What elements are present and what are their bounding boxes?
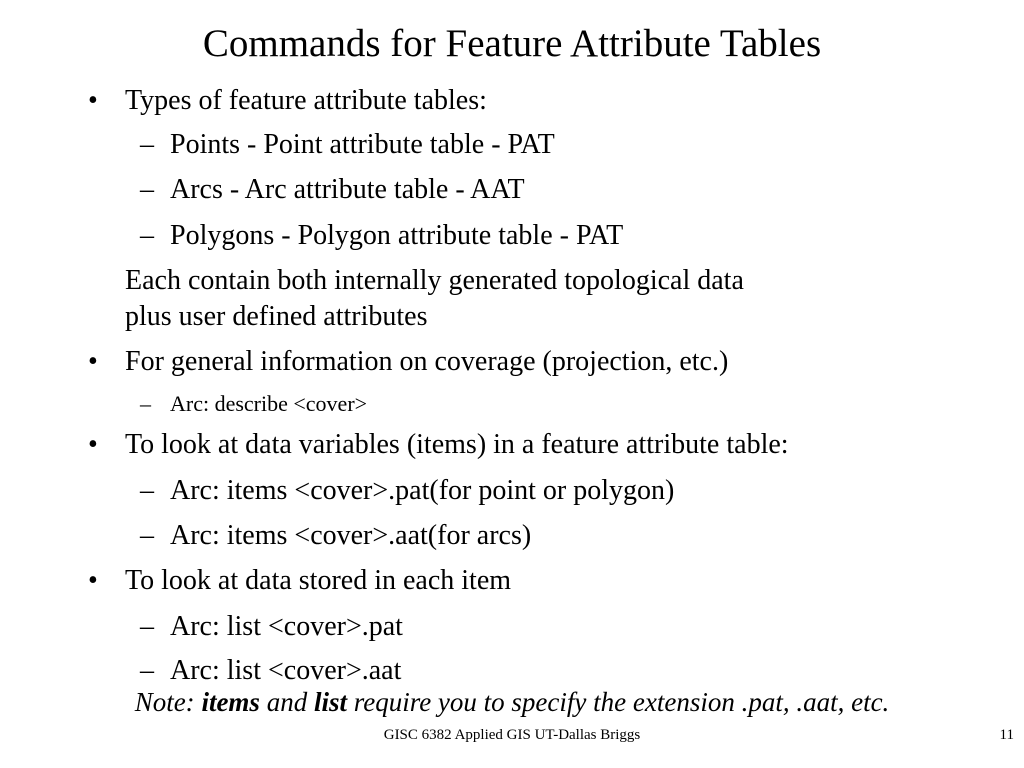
dash-icon: – bbox=[140, 655, 154, 686]
bullet-text: For general information on coverage (projection, etc.) bbox=[125, 346, 729, 377]
slide-title: Commands for Feature Attribute Tables bbox=[202, 22, 822, 65]
note-mid: and bbox=[259, 687, 314, 717]
note-keyword-list: list bbox=[313, 687, 347, 717]
sub-item-text: Arc: list <cover>.aat bbox=[170, 655, 402, 686]
dash-icon: – bbox=[140, 174, 154, 205]
sub-item-text: Arc: items <cover>.aat(for arcs) bbox=[170, 520, 532, 551]
dash-icon: – bbox=[140, 129, 154, 160]
bullet-icon: • bbox=[88, 429, 98, 460]
bullet-text: Types of feature attribute tables: bbox=[125, 85, 487, 116]
sub-item-text: Arcs - Arc attribute table - AAT bbox=[170, 174, 525, 205]
page-number: 11 bbox=[999, 727, 1014, 743]
sub-item-text: Points - Point attribute table - PAT bbox=[170, 129, 555, 160]
note-prefix: Note: bbox=[134, 687, 202, 717]
note-keyword-items: items bbox=[201, 687, 260, 717]
bullet-text: To look at data stored in each item bbox=[125, 565, 512, 596]
note bbox=[0, 685, 1024, 719]
footer-text: GISC 6382 Applied GIS UT-Dallas Briggs bbox=[383, 727, 641, 743]
sub-item-text: Arc: items <cover>.pat(for point or polygon) bbox=[170, 475, 675, 506]
sub-item-text: Arc: describe <cover> bbox=[170, 391, 368, 416]
paragraph-line: plus user defined attributes bbox=[125, 301, 428, 332]
bullet-icon: • bbox=[88, 346, 98, 377]
note-suffix: require you to specify the extension .pat, .aat, etc. bbox=[346, 687, 890, 717]
dash-icon: – bbox=[140, 611, 154, 642]
dash-icon: – bbox=[140, 220, 154, 251]
dash-icon: – bbox=[140, 520, 154, 551]
bullet-icon: • bbox=[88, 85, 98, 116]
dash-icon: – bbox=[140, 391, 151, 416]
sub-item-text: Polygons - Polygon attribute table - PAT bbox=[170, 220, 624, 251]
dash-icon: – bbox=[140, 475, 154, 506]
bullet-text: To look at data variables (items) in a feature attribute table: bbox=[125, 429, 789, 460]
paragraph-line: Each contain both internally generated topological data bbox=[125, 265, 744, 296]
bullet-icon: • bbox=[88, 565, 98, 596]
sub-item-text: Arc: list <cover>.pat bbox=[170, 611, 403, 642]
